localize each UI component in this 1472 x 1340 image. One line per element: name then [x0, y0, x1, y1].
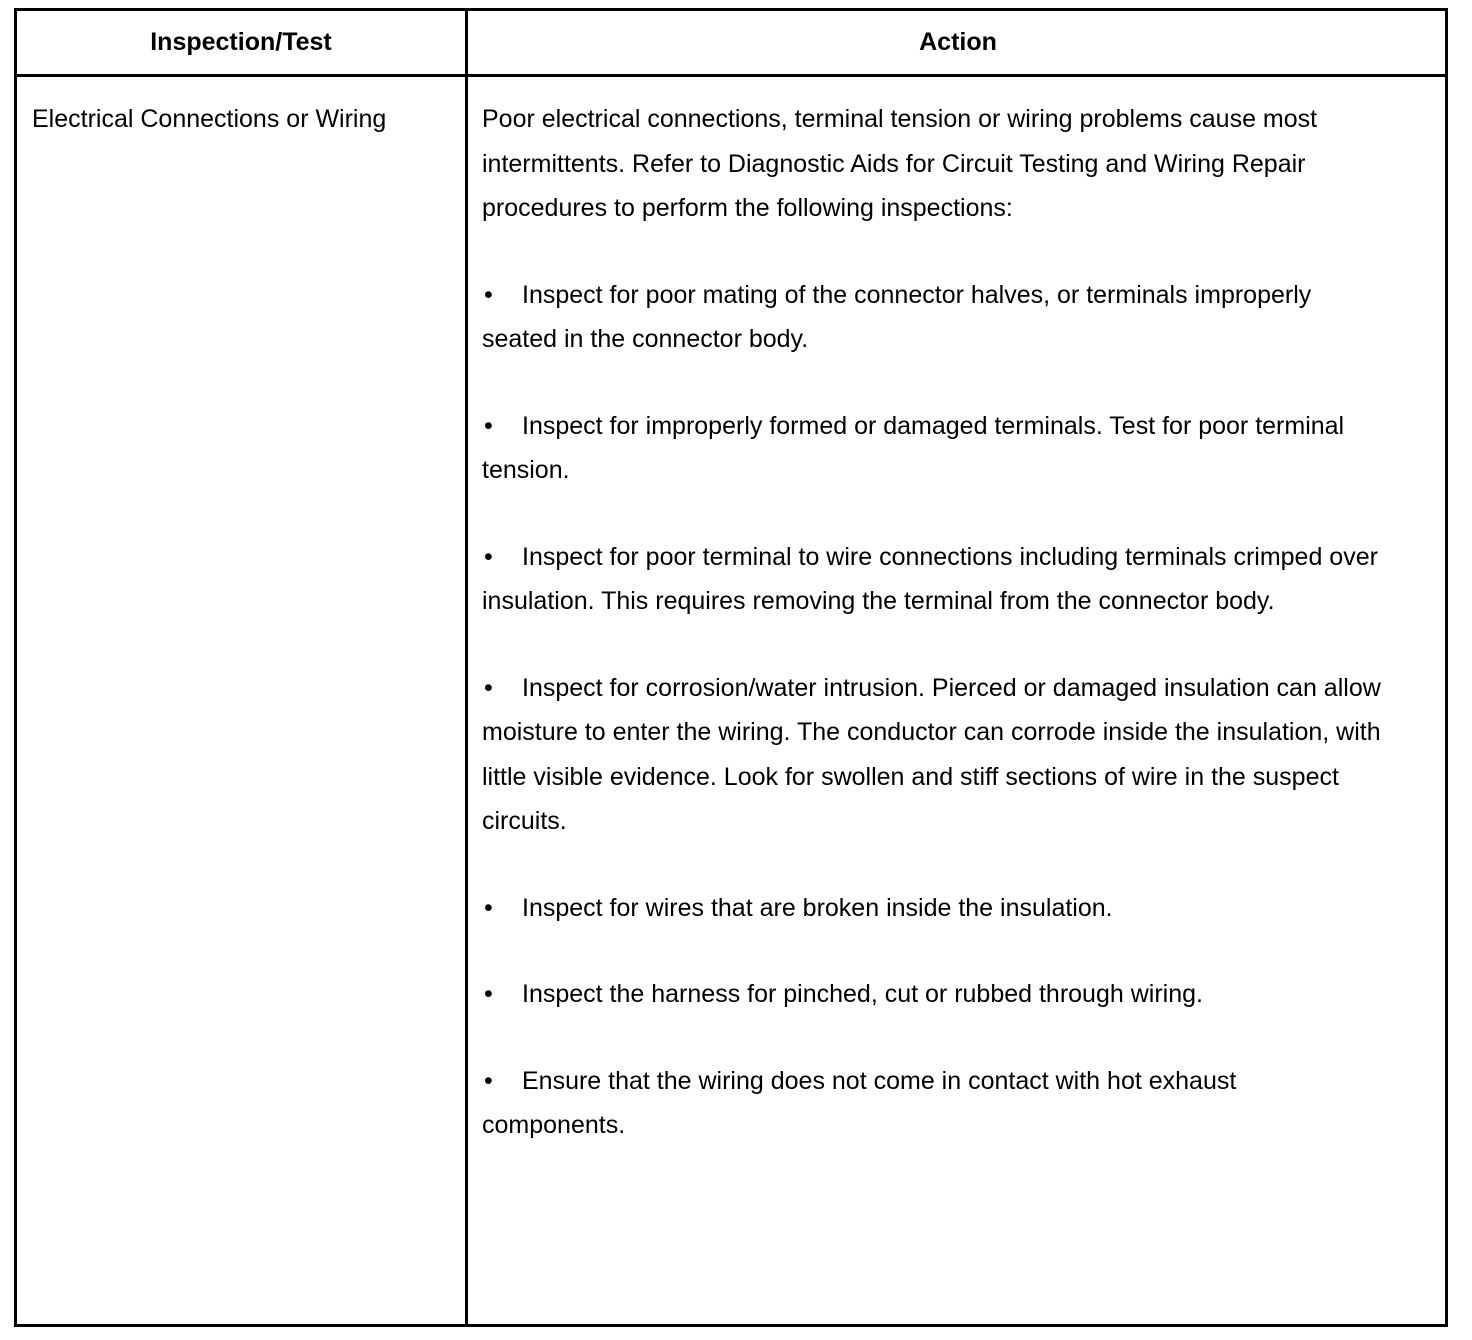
bullet-text: Inspect for poor terminal to wire connections including terminals crimped over insulation. This requires removing the terminal from the connector body.	[482, 542, 1378, 615]
action-bullet	[482, 886, 1382, 931]
bullet-icon: •	[484, 280, 493, 309]
action-bullet	[482, 273, 1382, 362]
action-bullet	[482, 666, 1382, 844]
inspection-test-cell: Electrical Connections or Wiring	[32, 105, 387, 133]
column-divider	[465, 11, 468, 1324]
bullet-text: Inspect the harness for pinched, cut or rubbed through wiring.	[522, 980, 1203, 1008]
table-header-row	[17, 11, 1445, 77]
bullet-text: Inspect for wires that are broken inside the insulation.	[522, 893, 1113, 922]
bullet-text: Inspect for corrosion/water intrusion. Pierced or damaged insulation can allow moisture to enter the wiring. The conductor can corrode inside the insulation, with little visible evidence. Look for swollen and stiff sections of wire in the suspect circuits.	[482, 673, 1381, 835]
bullet-icon: •	[484, 673, 493, 702]
bullet-icon: •	[484, 542, 493, 571]
bullet-icon: •	[484, 893, 493, 922]
action-bullet	[482, 535, 1382, 624]
bullet-icon: •	[484, 411, 493, 440]
action-intro: Poor electrical connections, terminal tension or wiring problems cause most intermittents. Refer to Diagnostic Aids for Circuit Testing and Wiring Repair procedures to perform the following inspections:	[482, 105, 1318, 222]
bullet-text: Ensure that the wiring does not come in contact with hot exhaust components.	[482, 1066, 1237, 1139]
inspection-table	[14, 8, 1448, 1327]
bullet-icon: •	[484, 980, 493, 1008]
bullet-text: Inspect for improperly formed or damaged terminals. Test for poor terminal tension.	[482, 411, 1345, 484]
action-bullet	[482, 404, 1382, 493]
bullet-icon: •	[484, 1066, 493, 1095]
header-action: Action	[919, 28, 997, 56]
action-bullet	[482, 1059, 1382, 1148]
action-bullet	[482, 972, 1382, 1017]
header-inspection-test: Inspection/Test	[150, 28, 332, 56]
action-cell	[482, 97, 1382, 1190]
bullet-text: Inspect for poor mating of the connector halves, or terminals improperly seated in the connector body.	[482, 280, 1312, 353]
